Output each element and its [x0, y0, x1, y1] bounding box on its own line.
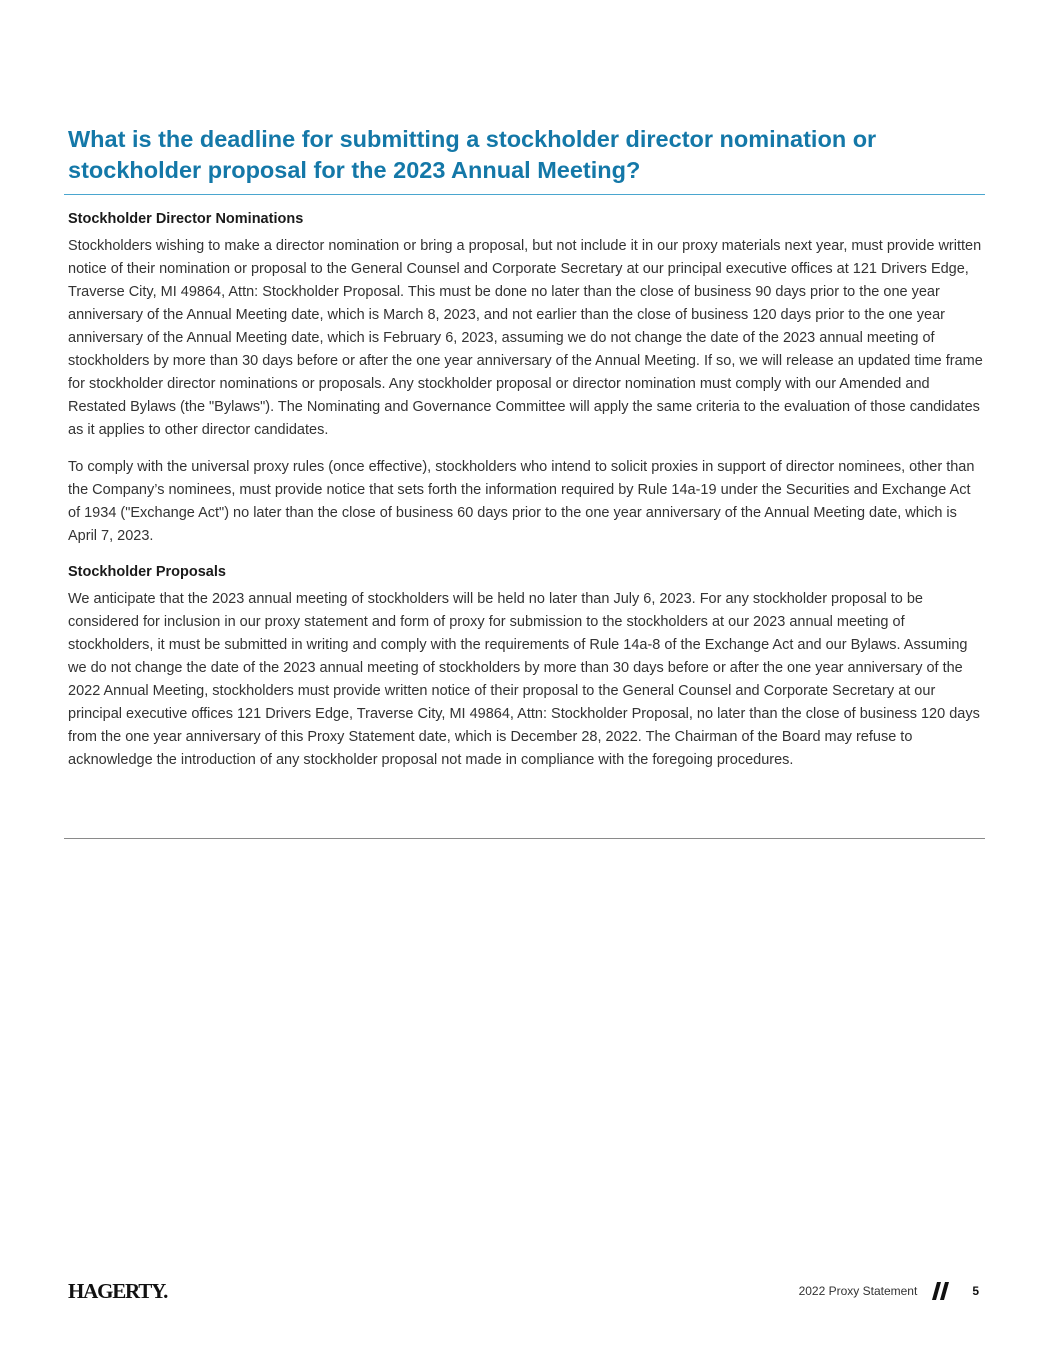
proposals-heading: Stockholder Proposals [68, 564, 226, 580]
main-content [68, 209, 983, 786]
nominations-heading: Stockholder Director Nominations [68, 211, 304, 227]
double-slash-icon [931, 1282, 951, 1300]
hagerty-logo: HAGERTY. [68, 1279, 168, 1303]
title-divider [64, 194, 985, 195]
nominations-paragraph-2: To comply with the universal proxy rules (once effective), stockholders who intend to solicit proxies in support of director nominees, other than the Company’s nominees, must provide notice that sets forth the information required by Rule 14a-19 under the Securities and Exchange Act of 1934 ("Exchange Act") no later than the close of business 60 days prior to the one year anniversary of the Annual Meeting date, which is April 7, 2023. [68, 459, 975, 544]
footer-document-title: 2022 Proxy Statement [798, 1284, 918, 1298]
page-number: 5 [972, 1284, 979, 1298]
nominations-paragraph-1: Stockholders wishing to make a director nomination or bring a proposal, but not include it in our proxy materials next year, must provide written notice of their nomination or proposal to the General Counsel and Corporate Secretary at our principal executive offices at 121 Drivers Edge, Traverse City, MI 49864, Attn: Stockholder Proposal. This must be done no later than the close of business 90 days prior to the one year anniversary of the Annual Meeting date, which is March 8, 2023, and not earlier than the close of business 120 days prior to the one year anniversary of the Annual Meeting date, which is February 6, 2023, assuming we do not change the date of the 2023 annual meeting of stockholders by more than 30 days before or after the one year anniversary of the Annual Meeting. If so, we will release an updated time frame for stockholder director nominations or proposals. Any stockholder proposal or director nomination must comply with our Amended and Restated Bylaws (the "Bylaws"). The Nominating and Governance Committee will apply the same criteria to the evaluation of those candidates as it applies to other director candidates. [68, 238, 983, 438]
page-footer [799, 1282, 979, 1300]
proposals-paragraph-1: We anticipate that the 2023 annual meeting of stockholders will be held no later than July 6, 2023. For any stockholder proposal to be considered for inclusion in our proxy statement and form of proxy for submission to the stockholders at our 2023 annual meeting of stockholders, it must be submitted in writing and comply with the requirements of Rule 14a-8 of the Exchange Act and our Bylaws. Assuming we do not change the date of the 2023 annual meeting of stockholders by more than 30 days before or after the one year anniversary of the 2022 Annual Meeting, stockholders must provide written notice of their proposal to the General Counsel and Corporate Secretary at our principal executive offices 121 Drivers Edge, Traverse City, MI 49864, Attn: Stockholder Proposal, no later than the close of business 120 days from the one year anniversary of this Proxy Statement date, which is December 28, 2022. The Chairman of the Board may refuse to acknowledge the introduction of any stockholder proposal not made in compliance with the foregoing procedures. [68, 591, 980, 768]
section-end-divider [64, 838, 985, 839]
page-title: What is the deadline for submitting a stockholder director nomination or stockholder proposal for the 2023 Annual Meeting? [68, 126, 877, 183]
